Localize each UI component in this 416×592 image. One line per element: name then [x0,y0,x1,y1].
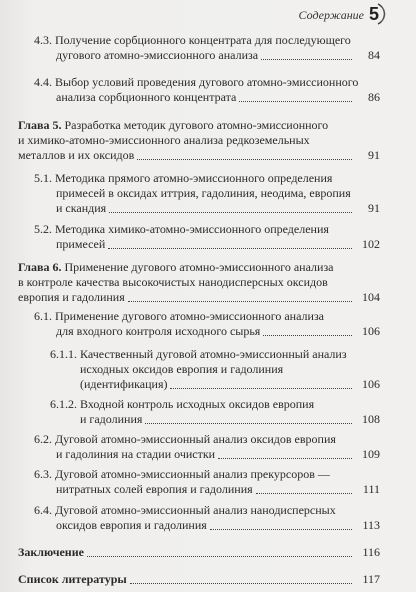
toc-entry-6-1-2-line-1: 6.1.2. Входной контроль исходных оксидов европия [50,397,315,411]
toc-page-number-5-1: 91 [368,201,380,215]
toc-entry-ch6-line-2: в контроле качества высокочистых нанодисперсных оксидов [18,275,328,289]
toc-entry-6-2-line-2: и гадолиния на стадии очистки [56,447,216,461]
dot-leader [256,492,352,494]
toc-page-number-5-2: 102 [362,237,380,251]
toc-entry-6-1-2-line-2: и гадолиния [80,412,143,426]
dot-leader [145,422,352,424]
toc-page-number-conclusion: 116 [362,545,380,559]
toc-entry-4-4-line-1: 4.4. Выбор условий проведения дугового атомно-эмиссионного [34,75,359,89]
toc-entry-6-1-line-2: для входного контроля исходного сырья [56,324,261,338]
dot-leader [170,387,352,389]
dot-leader [218,457,352,459]
toc-entry-ch6-line-3: европия и гадолиния [18,290,125,304]
toc-entry-6-1-1-line-1: 6.1.1. Качественный дуговой атомно-эмиссионный анализ [50,347,347,361]
toc-entry-6-3-line-2: нитратных солей европия и гадолиния [56,482,253,496]
toc-page-number-references: 117 [362,572,380,586]
toc-page-number-6-1-1: 106 [362,377,380,391]
toc-page-number-6-1-2: 108 [362,412,380,426]
toc-page-number-ch5: 91 [368,148,380,162]
toc-entry-conclusion-line-1: Заключение [18,545,84,559]
toc-entry-4-3-line-1: 4.3. Получение сорбционного концентрата для последующего [34,33,351,47]
chapter-label: Глава 5. [18,118,62,132]
dot-leader [261,58,352,60]
toc-page-number-6-1: 106 [362,324,380,338]
chapter-label: Глава 6. [18,260,62,274]
toc-entry-6-4-line-1: 6.4. Дуговой атомно-эмиссионный анализ нанодисперсных [34,503,336,517]
dot-leader [263,334,352,336]
toc-entry-ch5-line-2: и химико-атомно-эмиссионного анализа редкоземельных [18,133,310,147]
toc-entry-4-4-line-2: анализа сорбционного концентрата [56,90,237,104]
toc-entry-5-2-line-1: 5.2. Методика химико-атомно-эмиссионного определения [34,222,329,236]
toc-entry-5-1-line-1: 5.1. Методика прямого атомно-эмиссионного определения [34,171,333,185]
toc-page-number-4-4: 86 [368,90,380,104]
toc-page-number-6-2: 109 [362,447,380,461]
dot-leader [128,300,352,302]
dot-leader [109,211,352,213]
toc-entry-ch5-line-1: Глава 5. Разработка методик дугового атомно-эмиссионного [18,118,329,132]
toc-entry-6-1-1-line-3: (идентификация) [80,377,168,391]
dot-leader [210,528,352,530]
dot-leader [239,100,352,102]
toc-entry-6-4-line-2: оксидов европия и гадолиния [56,518,207,532]
toc-entry-6-3-line-1: 6.3. Дуговой атомно-эмиссионный анализ прекурсоров — [34,467,330,481]
toc-page-number-4-3: 84 [368,48,380,62]
toc-entry-6-2-line-1: 6.2. Дуговой атомно-эмиссионный анализ оксидов европия [34,432,336,446]
toc-entry-ch5-line-3: металлов и их оксидов [18,148,135,162]
toc-entry-5-1-line-2: примесей в оксидах иттрия, гадолиния, неодима, европия [56,186,351,200]
dot-leader [130,582,352,584]
dot-leader [87,555,352,557]
dot-leader [108,247,352,249]
toc-entry-4-3-line-2: дугового атомно-эмиссионного анализа [56,48,259,62]
toc-entry-5-2-line-2: примесей [56,237,106,251]
toc-page-number-ch6: 104 [362,290,380,304]
toc-page-number-6-4: 113 [362,518,380,532]
toc-entry-6-1-line-1: 6.1. Применение дугового атомно-эмиссионного анализа [34,309,325,323]
toc-entry-5-1-line-3: и скандия [56,201,107,215]
toc-entry-references-line-1: Список литературы [18,572,127,586]
toc-page-number-6-3: 111 [362,482,380,496]
running-header-title: Содержание [298,8,364,22]
toc-entry-6-1-1-line-2: исходных оксидов европия и гадолиния [80,362,284,376]
toc-entry-ch6-line-1: Глава 6. Применение дугового атомно-эмиссионного анализа [18,260,334,274]
dot-leader [137,158,352,160]
page-number: 5 [368,4,379,24]
